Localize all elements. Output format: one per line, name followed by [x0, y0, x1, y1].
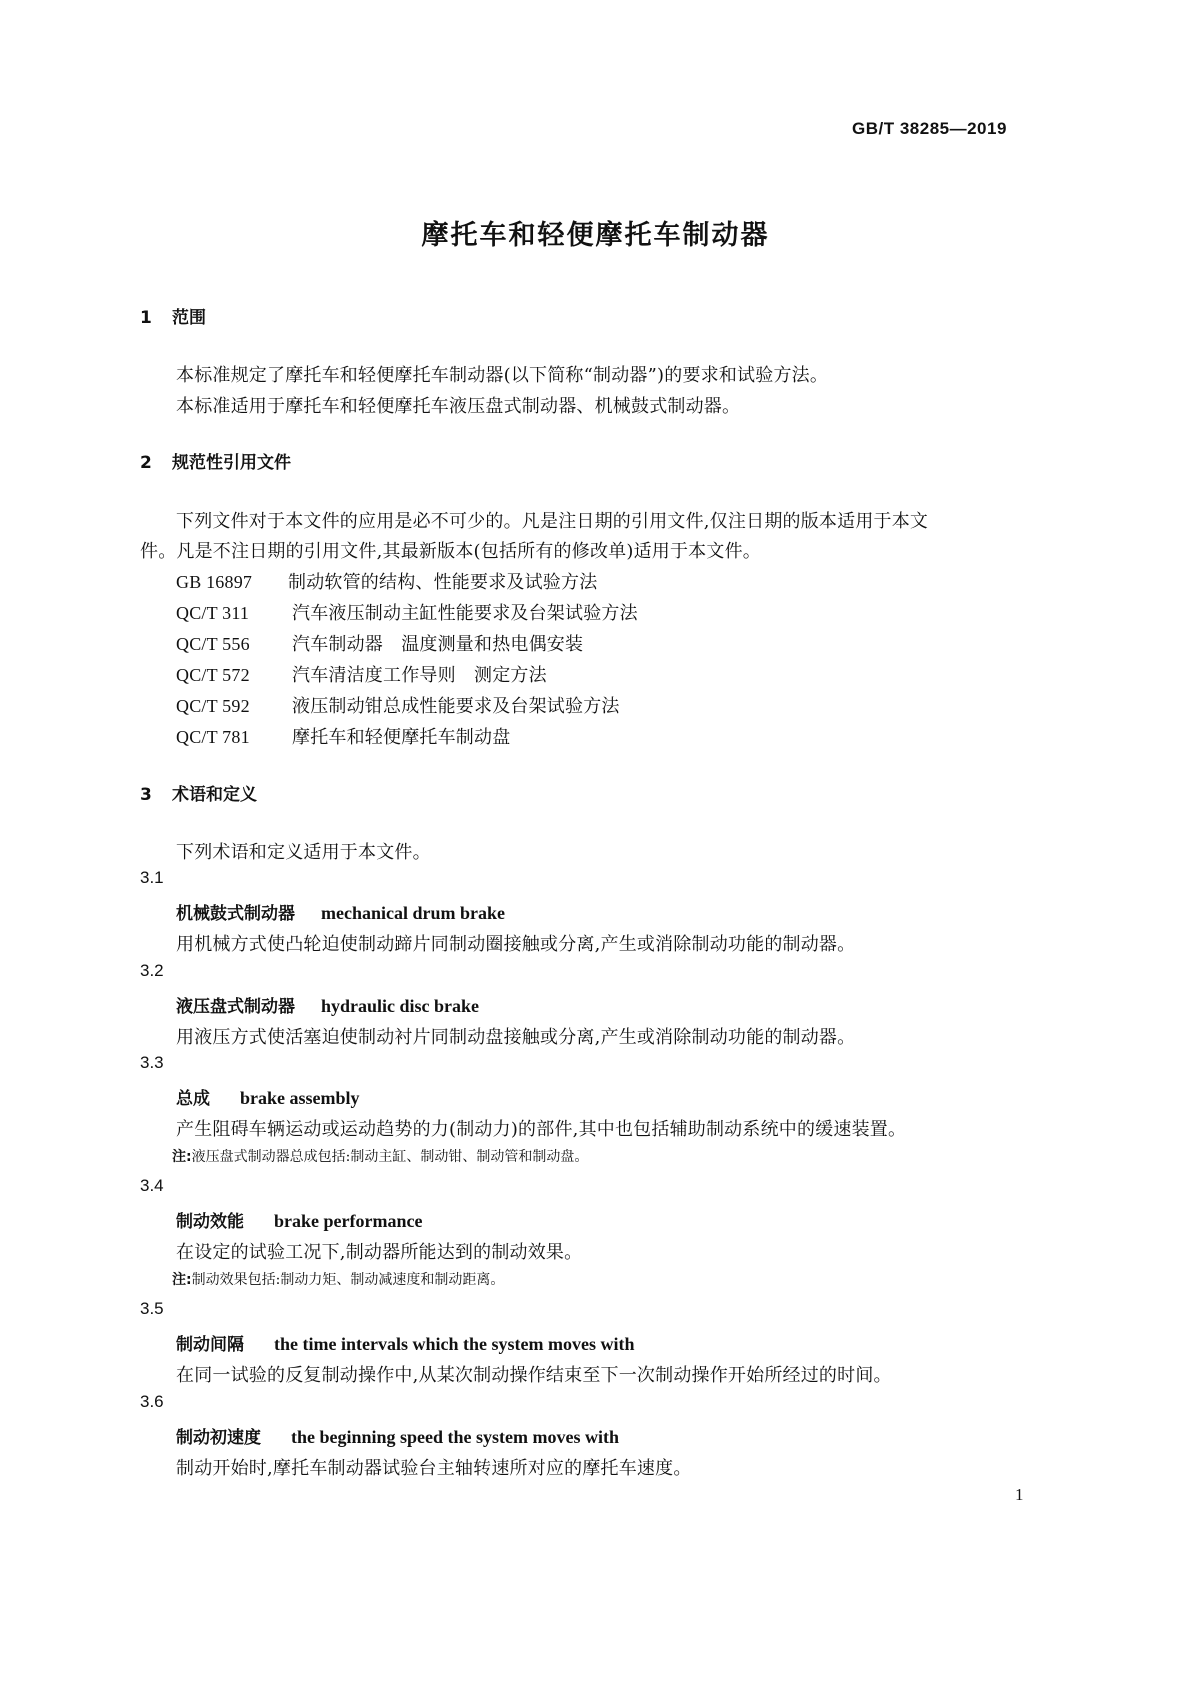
- reference-code: QC/T 311: [176, 603, 250, 623]
- page-number: 1: [1015, 1485, 1024, 1504]
- note-text: 液压盘式制动器总成包括:制动主缸、制动钳、制动管和制动盘。: [191, 1149, 589, 1165]
- reference-code: QC/T 556: [176, 634, 250, 654]
- term-definition: 在设定的试验工况下,制动器所能达到的制动效果。: [176, 1242, 583, 1263]
- clause-number: 3.3: [140, 1053, 164, 1072]
- clause-number: 3.5: [140, 1299, 164, 1318]
- term-chinese: 制动间隔: [176, 1335, 244, 1355]
- standard-number: GB/T 38285—2019: [852, 119, 1007, 138]
- term-definition: 产生阻碍车辆运动或运动趋势的力(制动力)的部件,其中也包括辅助制动系统中的缓速装置。: [176, 1119, 907, 1140]
- section-2-paragraph-line-2: 件。凡是不注日期的引用文件,其最新版本(包括所有的修改单)适用于本文件。: [140, 541, 761, 562]
- term-definition: 用液压方式使活塞迫使制动衬片同制动盘接触或分离,产生或消除制动功能的制动器。: [176, 1027, 856, 1048]
- reference-item: [176, 630, 583, 656]
- section-3-intro: 下列术语和定义适用于本文件。: [176, 842, 431, 863]
- reference-code: GB 16897: [176, 572, 253, 592]
- reference-item: [176, 568, 597, 594]
- section-number: 2: [140, 453, 152, 473]
- section-title: 范围: [172, 308, 206, 328]
- term-note: [172, 1269, 504, 1289]
- clause-number: 3.2: [140, 961, 164, 980]
- clause-number: 3.1: [140, 868, 164, 887]
- reference-code: QC/T 781: [176, 727, 250, 747]
- reference-code: QC/T 592: [176, 696, 250, 716]
- section-3-heading: [140, 780, 257, 805]
- note-text: 制动效果包括:制动力矩、制动减速度和制动距离。: [191, 1272, 505, 1288]
- term-chinese: 液压盘式制动器: [176, 997, 295, 1017]
- term-heading: [176, 992, 479, 1017]
- term-english: the time intervals which the system moves with: [274, 1334, 635, 1354]
- reference-item: [176, 692, 620, 718]
- reference-code: QC/T 572: [176, 665, 250, 685]
- term-english: the beginning speed the system moves with: [291, 1427, 620, 1447]
- term-definition: 制动开始时,摩托车制动器试验台主轴转速所对应的摩托车速度。: [176, 1458, 692, 1479]
- note-label: 注:: [172, 1272, 192, 1288]
- section-2-heading: [140, 448, 291, 473]
- reference-title: 制动软管的结构、性能要求及试验方法: [288, 572, 598, 593]
- section-number: 1: [140, 308, 152, 328]
- section-1-paragraph-1: 本标准规定了摩托车和轻便摩托车制动器(以下简称“制动器”)的要求和试验方法。: [176, 365, 829, 386]
- clause-number: 3.6: [140, 1392, 164, 1411]
- reference-title: 摩托车和轻便摩托车制动盘: [292, 727, 511, 748]
- term-definition: 用机械方式使凸轮迫使制动蹄片同制动圈接触或分离,产生或消除制动功能的制动器。: [176, 934, 856, 955]
- term-definition: 在同一试验的反复制动操作中,从某次制动操作结束至下一次制动操作开始所经过的时间。: [176, 1365, 892, 1386]
- term-heading: [176, 1084, 360, 1109]
- reference-title: 汽车制动器 温度测量和热电偶安装: [292, 634, 584, 655]
- reference-title: 液压制动钳总成性能要求及台架试验方法: [292, 696, 620, 717]
- section-2-paragraph-line-1: 下列文件对于本文件的应用是必不可少的。凡是注日期的引用文件,仅注日期的版本适用于本文: [176, 511, 929, 532]
- term-heading: [176, 1423, 619, 1448]
- reference-item: [176, 723, 510, 749]
- section-title: 规范性引用文件: [172, 453, 291, 473]
- section-1-paragraph-2: 本标准适用于摩托车和轻便摩托车液压盘式制动器、机械鼓式制动器。: [176, 396, 741, 417]
- section-number: 3: [140, 785, 152, 805]
- section-1-heading: [140, 303, 206, 328]
- term-english: brake performance: [274, 1211, 423, 1231]
- term-heading: [176, 1207, 422, 1232]
- term-english: hydraulic disc brake: [321, 996, 480, 1016]
- document-title: 摩托车和轻便摩托车制动器: [421, 220, 770, 251]
- term-english: brake assembly: [240, 1088, 360, 1108]
- section-title: 术语和定义: [172, 785, 257, 805]
- reference-item: [176, 661, 547, 687]
- term-chinese: 机械鼓式制动器: [176, 904, 295, 924]
- term-english: mechanical drum brake: [321, 903, 505, 923]
- term-chinese: 总成: [176, 1089, 210, 1109]
- clause-number: 3.4: [140, 1176, 164, 1195]
- term-chinese: 制动效能: [176, 1212, 244, 1232]
- term-chinese: 制动初速度: [176, 1428, 261, 1448]
- note-label: 注:: [172, 1149, 192, 1165]
- term-heading: [176, 899, 505, 924]
- term-note: [172, 1146, 588, 1166]
- reference-title: 汽车清洁度工作导则 测定方法: [292, 665, 547, 686]
- term-heading: [176, 1330, 634, 1355]
- reference-item: [176, 599, 638, 625]
- reference-title: 汽车液压制动主缸性能要求及台架试验方法: [292, 603, 638, 624]
